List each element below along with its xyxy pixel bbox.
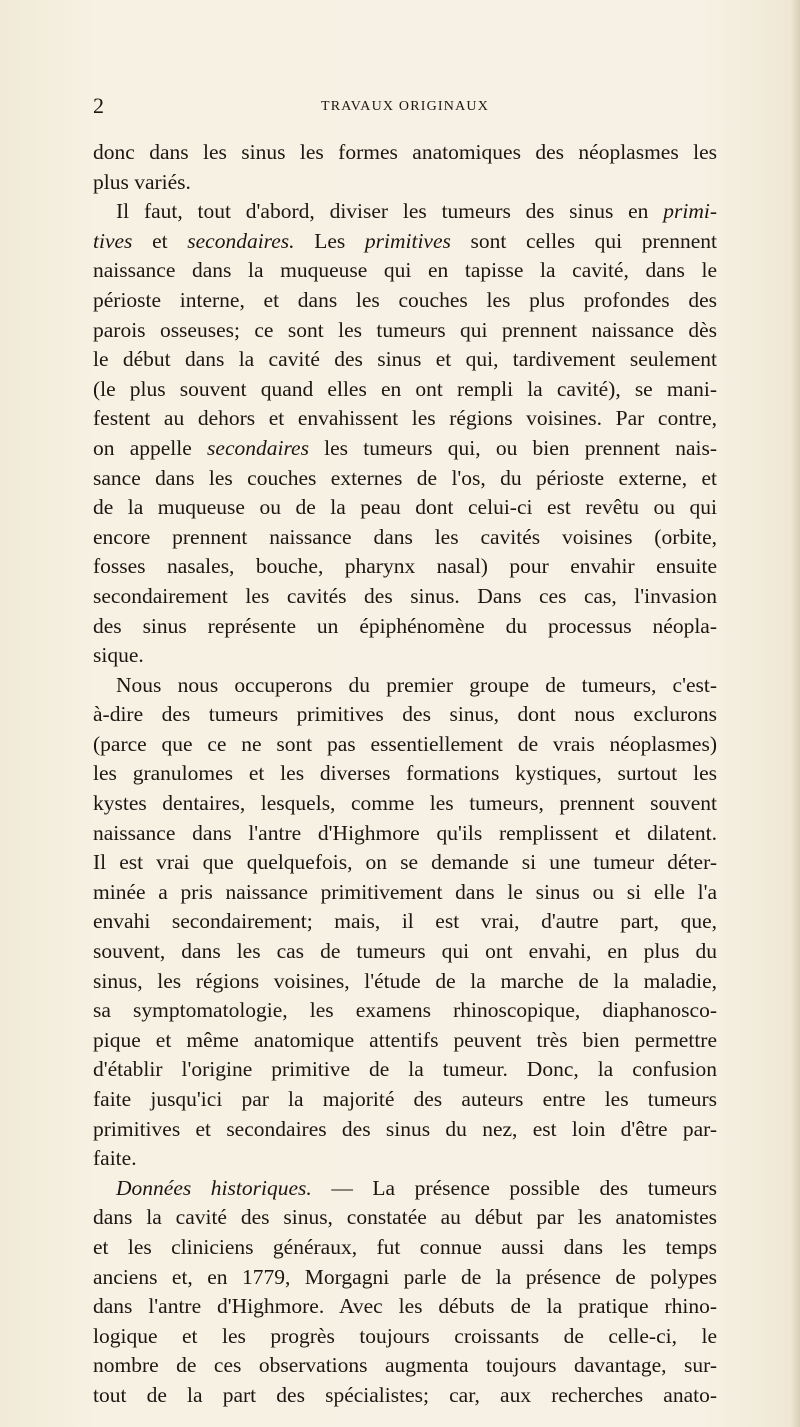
text-line: fosses nasales, bouche, pharynx nasal) pour envahir ensuite (93, 554, 717, 579)
text-run: les tumeurs qui, ou bien prennent nais- (308, 435, 718, 460)
text-run: on appelle (93, 435, 208, 460)
text-line: encore prennent naissance dans les cavités voisines (orbite, (93, 524, 717, 549)
text-line: plus variés. (93, 169, 191, 194)
italic-text: Données historiques. (116, 1175, 312, 1200)
running-head (93, 94, 717, 118)
text-line: faite jusqu'ici par la majorité des auteurs entre les tumeurs (93, 1087, 717, 1111)
text-line: périoste interne, et dans les couches les plus profondes des (93, 287, 717, 312)
text-line: (le plus souvent quand elles en ont rempli la cavité), se mani- (93, 376, 717, 401)
text-line: souvent, dans les cas de tumeurs qui ont envahi, en plus du (93, 939, 717, 964)
text-line: pique et même anatomique attentifs peuvent très bien permettre (93, 1027, 717, 1052)
text-line: naissance dans l'antre d'Highmore qu'ils remplissent et dilatent. (93, 820, 717, 845)
text-line: envahi secondairement; mais, il est vrai, d'autre part, que, (93, 909, 717, 934)
text-line: sique. (93, 643, 144, 668)
italic-text: secondaires (207, 435, 309, 460)
text-line: des sinus représente un épiphénomène du processus néopla- (93, 613, 717, 638)
italic-text: tives (93, 228, 133, 253)
text-line: à-dire des tumeurs primitives des sinus, dont nous exclurons (93, 702, 717, 727)
text-line: dans l'antre d'Highmore. Avec les débuts de la pratique rhino- (93, 1294, 717, 1319)
text-line: kystes dentaires, lesquels, comme les tumeurs, prennent souvent (93, 791, 717, 816)
text-line: (parce que ce ne sont pas essentiellement de vrais néoplasmes) (93, 731, 717, 756)
text-line: Il est vrai que quelquefois, on se demande si une tumeur déter- (93, 850, 717, 875)
text-line: donc dans les sinus les formes anatomiques des néoplasmes les (93, 140, 717, 164)
text-line: de la muqueuse ou de la peau dont celui-ci est revêtu ou qui (93, 495, 717, 520)
text-line (93, 434, 717, 464)
text-line: parois osseuses; ce sont les tumeurs qui prennent naissance dès (93, 317, 717, 342)
text-line: minée a pris naissance primitivement dans le sinus ou si elle l'a (93, 879, 717, 904)
text-line: Nous nous occuperons du premier groupe de tumeurs, c'est- (116, 672, 717, 697)
text-line: sa symptomatologie, les examens rhinoscopique, diaphanosco- (93, 998, 717, 1023)
text-line: tout de la part des spécialistes; car, aux recherches anato- (93, 1382, 717, 1407)
italic-text: primitives (364, 228, 451, 253)
text-line: naissance dans la muqueuse qui en tapisse la cavité, dans le (93, 258, 717, 283)
text-line: primitives et secondaires des sinus du nez, est loin d'être par- (93, 1116, 717, 1141)
text-line: d'établir l'origine primitive de la tumeur. Donc, la confusion (93, 1057, 717, 1082)
text-run: sont celles qui prennent (450, 228, 717, 253)
page-number: 2 (93, 93, 104, 118)
text-line: sance dans les couches externes de l'os, du périoste externe, et (93, 465, 717, 490)
text-line (93, 227, 717, 257)
text-run: Il faut, tout d'abord, diviser les tumeurs des sinus en (116, 199, 664, 224)
text-line: nombre de ces observations augmenta toujours davantage, sur- (93, 1353, 717, 1378)
text-line: anciens et, en 1779, Morgagni parle de la présence de polypes (93, 1264, 717, 1289)
text-line (93, 1174, 717, 1204)
text-line: sinus, les régions voisines, l'étude de la marche de la maladie, (93, 968, 717, 993)
page-edge-shadow (790, 0, 800, 1427)
text-line (93, 197, 717, 227)
text-run: — La présence possible des tumeurs (311, 1175, 717, 1200)
text-run: Les (294, 228, 365, 253)
text-line: festent au dehors et envahissent les régions voisines. Par contre, (93, 406, 717, 431)
text-line: faite. (93, 1146, 137, 1171)
text-line: le début dans la cavité des sinus et qui, tardivement seulement (93, 347, 717, 372)
text-line: les granulomes et les diverses formations kystiques, surtout les (93, 761, 717, 786)
text-run: et (132, 228, 188, 253)
text-line: secondairement les cavités des sinus. Dans ces cas, l'invasion (93, 583, 717, 608)
text-line: et les cliniciens généraux, fut connue aussi dans les temps (93, 1234, 717, 1259)
body-text (93, 138, 717, 1411)
italic-text: primi- (663, 199, 717, 224)
running-title: TRAVAUX ORIGINAUX (320, 99, 490, 114)
text-line: dans la cavité des sinus, constatée au début par les anatomistes (93, 1205, 717, 1230)
italic-text: secondaires. (187, 228, 295, 253)
text-line: logique et les progrès toujours croissants de celle-ci, le (93, 1323, 717, 1348)
